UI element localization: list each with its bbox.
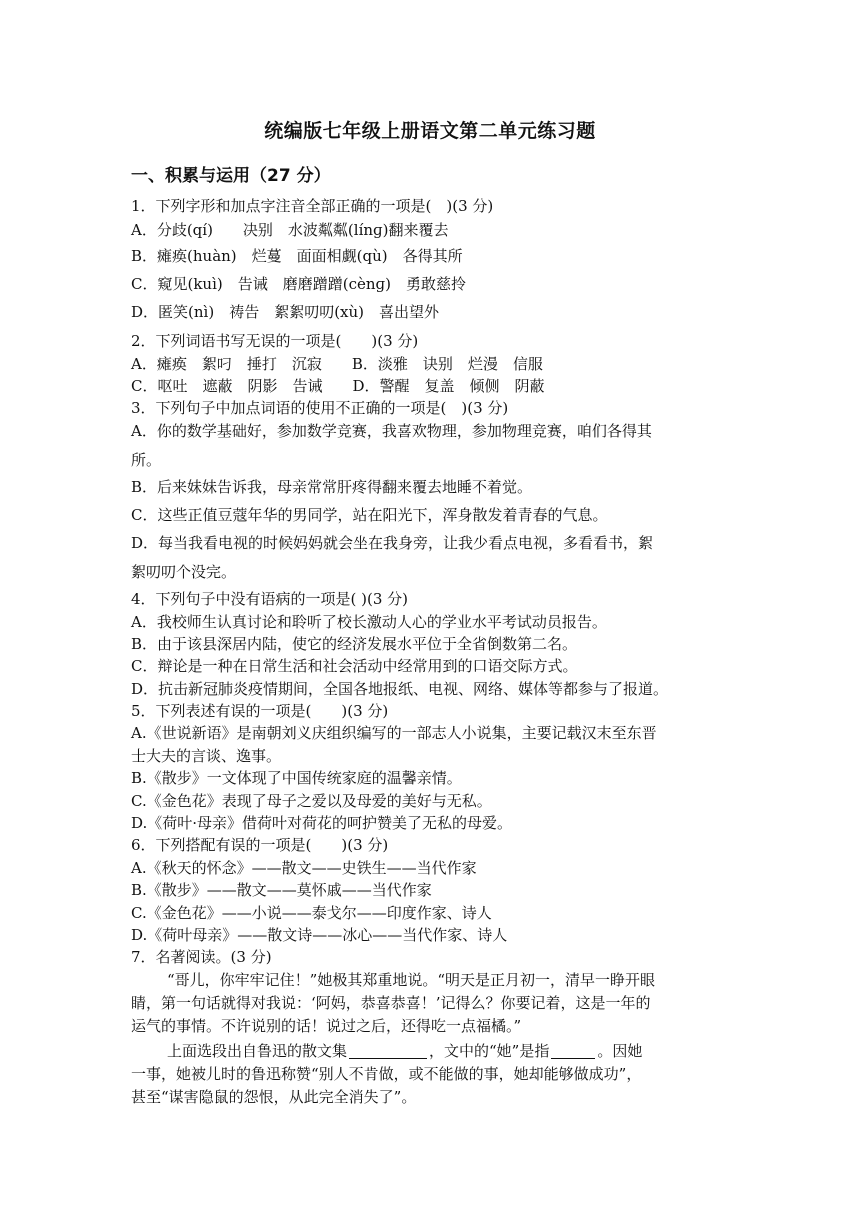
q4-stem: 4．下列句子中没有语病的一项是( )(3 分): [131, 590, 409, 608]
answer-blank-person[interactable]: [551, 1042, 595, 1059]
q6-option-b: B.《散步》——散文——莫怀戚——当代作家: [131, 881, 432, 899]
q4-option-c: C．辩论是一种在日常生活和社会活动中经常用到的口语交际方式。: [131, 657, 578, 675]
q5-option-a: A.《世说新语》是南朝刘义庆组织编写的一部志人小说集，主要记载汉末至东晋: [131, 724, 657, 742]
q3-option-d: D．每当我看电视的时候妈妈就会坐在我身旁，让我少看点电视，多看看书，絮: [131, 534, 654, 552]
q3-option-a-cont: 所。: [131, 451, 162, 469]
q4-option-d: D．抗击新冠肺炎疫情期间，全国各地报纸、电视、网络、媒体等都参与了报道。: [131, 680, 669, 698]
q2-options-ab: A．瘫痪 絮叼 捶打 沉寂 B．淡雅 诀别 烂漫 信服: [131, 355, 543, 373]
q7-question-line: 一事，她被儿时的鲁迅称赞“别人不肯做，或不能做的事，她却能够做成功”，: [131, 1065, 642, 1083]
q2-stem: 2．下列词语书写无误的一项是( )(3 分): [131, 332, 419, 350]
q4-option-a: A．我校师生认真讨论和聆听了校长激动人心的学业水平考试动员报告。: [131, 613, 607, 631]
q7-passage-line: 运气的事情。不许说别的话！说过之后，还得吃一点福橘。”: [131, 1017, 522, 1035]
q3-option-a: A．你的数学基础好，参加数学竞赛，我喜欢物理，参加物理竞赛，咱们各得其: [131, 422, 652, 440]
q3-option-c: C．这些正值豆蔻年华的男同学，站在阳光下，浑身散发着青春的气息。: [131, 506, 608, 524]
q3-option-d-cont: 絮叨叨个没完。: [131, 563, 237, 581]
section-heading: 一、积累与运用（27 分）: [131, 166, 331, 186]
q3-option-b: B．后来妹妹告诉我，母亲常常肝疼得翻来覆去地睡不着觉。: [131, 478, 533, 496]
q1-option-d: D．匿笑(nì) 祷告 絮絮叨叨(xù) 喜出望外: [131, 303, 440, 321]
q7-question-line: [167, 1041, 642, 1061]
q4-option-b: B．由于该县深居内陆，使它的经济发展水平位于全省倒数第二名。: [131, 635, 578, 653]
q3-stem: 3．下列句子中加点词语的使用不正确的一项是( )(3 分): [131, 399, 509, 417]
q1-option-b: B．瘫痪(huàn) 烂蔓 面面相觑(qù) 各得其所: [131, 247, 463, 265]
q2-options-cd: C．呕吐 遮蔽 阴影 告诫 D．警醒 复盖 倾侧 阴蔽: [131, 377, 545, 395]
q6-option-c: C.《金色花》——小说——泰戈尔——印度作家、诗人: [131, 904, 492, 922]
q7-passage-line: 睛，第一句话就得对我说：‘阿妈，恭喜恭喜！’记得么？你要记着，这是一年的: [131, 994, 651, 1012]
q1-stem: 1．下列字形和加点字注音全部正确的一项是( )(3 分): [131, 197, 494, 215]
q5-option-b: B.《散步》一文体现了中国传统家庭的温馨亲情。: [131, 769, 462, 787]
q7-question-text: 。因她: [597, 1042, 643, 1060]
q5-option-d: D.《荷叶·母亲》借荷叶对荷花的呵护赞美了无私的母爱。: [131, 814, 513, 832]
q6-stem: 6．下列搭配有误的一项是( )(3 分): [131, 836, 389, 854]
q7-passage-line: “哥儿，你牢牢记住！”她极其郑重地说。“明天是正月初一，清早一睁开眼: [167, 971, 656, 989]
q5-option-c: C.《金色花》表现了母子之爱以及母爱的美好与无私。: [131, 792, 492, 810]
q5-stem: 5．下列表述有误的一项是( )(3 分): [131, 702, 389, 720]
q5-option-a-cont: 士大夫的言谈、逸事。: [131, 747, 282, 765]
answer-blank-collection[interactable]: [349, 1042, 427, 1059]
q7-question-text: ，文中的“她”是指: [429, 1042, 550, 1060]
q7-stem: 7．名著阅读。(3 分): [131, 948, 272, 966]
q6-option-a: A.《秋天的怀念》——散文——史铁生——当代作家: [131, 859, 477, 877]
q6-option-d: D.《荷叶母亲》——散文诗——冰心——当代作家、诗人: [131, 926, 508, 944]
q7-question-line: 甚至“谋害隐鼠的怨恨，从此完全消失了”。: [131, 1088, 417, 1106]
q1-option-c: C．窥见(kuì) 告诫 磨磨蹭蹭(cènɡ) 勇敢慈拎: [131, 275, 466, 293]
q1-option-a: A．分歧(qí) 决别 水波粼粼(línɡ)翻来覆去: [131, 221, 449, 239]
page-title: 统编版七年级上册语文第二单元练习题: [264, 120, 596, 142]
q7-question-text: 上面选段出自鲁迅的散文集: [167, 1042, 348, 1060]
